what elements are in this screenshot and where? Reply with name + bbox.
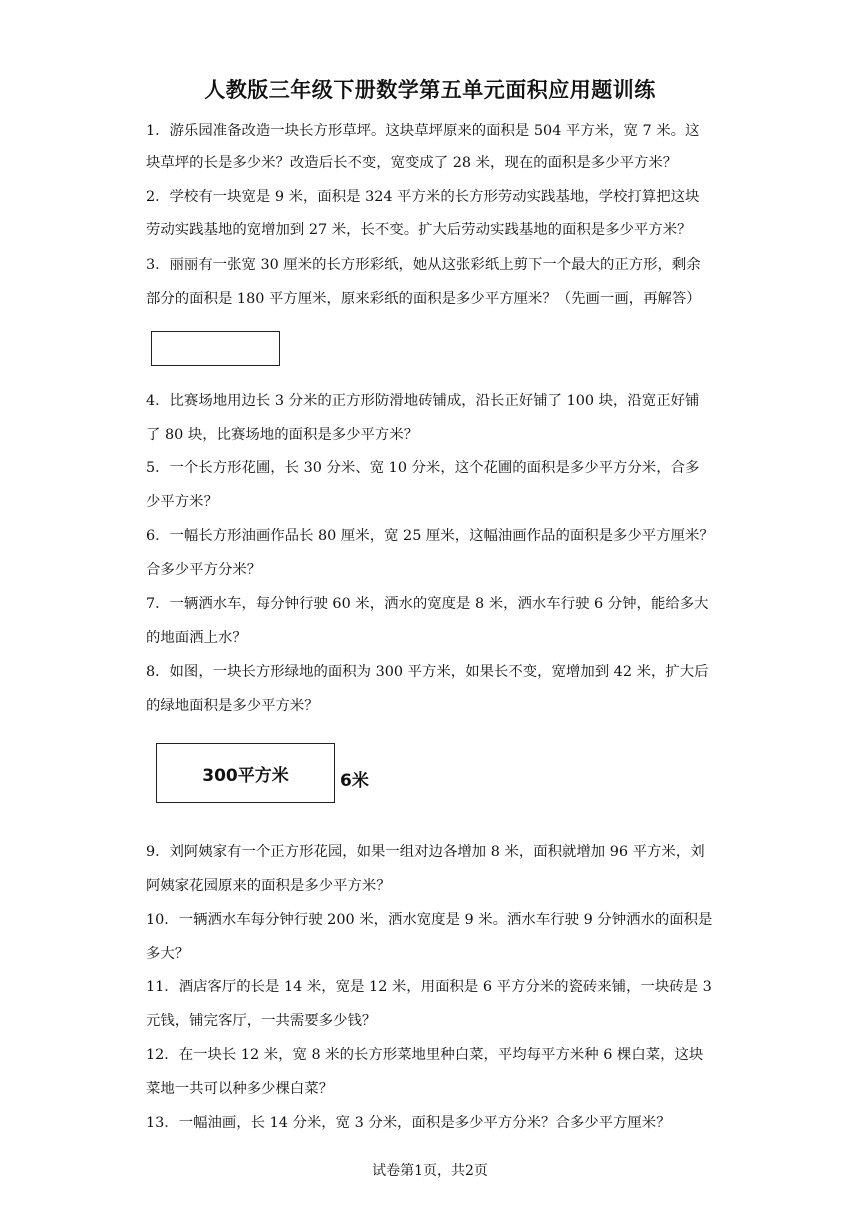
q6-line-2: 合多少平方分米？: [146, 562, 262, 578]
q7-line-2: 的地面洒上水？: [146, 630, 247, 646]
q12-line-2: 菜地一共可以种多少棵白菜？: [146, 1081, 334, 1097]
q11-line-2: 元钱，铺完客厅，一共需要多少钱？: [146, 1013, 377, 1029]
page-footer: 试卷第1页，共2页: [372, 1163, 488, 1179]
drawing-box: [151, 331, 280, 366]
q3-line-1: 3．丽丽有一张宽 30 厘米的长方形彩纸，她从这张彩纸上剪下一个最大的正方形，剩余: [146, 257, 701, 273]
page-title: 人教版三年级下册数学第五单元面积应用题训练: [204, 77, 656, 102]
q9-line-1: 9．刘阿姨家有一个正方形花园，如果一组对边各增加 8 米，面积就增加 96 平方米，刘: [146, 844, 705, 860]
q10-line-1: 10．一辆洒水车每分钟行驶 200 米，洒水宽度是 9 米。洒水车行驶 9 分钟洒水的面积是: [146, 912, 713, 928]
q5-line-2: 少平方米？: [146, 494, 218, 510]
q4-line-1: 4．比赛场地用边长 3 分米的正方形防滑地砖铺成，沿长正好铺了 100 块，沿宽正好铺: [146, 393, 700, 409]
q3-line-2: 部分的面积是 180 平方厘米，原来彩纸的面积是多少平方厘米？（先画一画，再解答）: [146, 291, 701, 307]
q6-line-1: 6．一幅长方形油画作品长 80 厘米，宽 25 厘米，这幅油画作品的面积是多少平方厘米？: [146, 528, 714, 544]
q8-line-1: 8．如图，一块长方形绿地的面积为 300 平方米，如果长不变，宽增加到 42 米，扩大后: [146, 664, 709, 680]
q11-line-1: 11．酒店客厅的长是 14 米，宽是 12 米，用面积是 6 平方分米的瓷砖来铺，一块砖是 3: [146, 979, 712, 995]
q7-line-1: 7．一辆洒水车，每分钟行驶 60 米，洒水的宽度是 8 米，洒水车行驶 6 分钟，能给多大: [146, 596, 709, 612]
figure-side-label: 6米: [340, 771, 369, 791]
q5-line-1: 5．一个长方形花圃，长 30 分米、宽 10 分米，这个花圃的面积是多少平方分米，合多: [146, 460, 700, 476]
q1-line-2: 块草坪的长是多少米？改造后长不变，宽变成了 28 米，现在的面积是多少平方米？: [146, 155, 678, 171]
q4-line-2: 了 80 块，比赛场地的面积是多少平方米？: [146, 427, 419, 443]
q10-line-2: 多大？: [146, 946, 190, 962]
figure-area-label: 300平方米: [202, 765, 289, 786]
green-field-figure: [156, 743, 335, 803]
q9-line-2: 阿姨家花园原来的面积是多少平方米？: [146, 878, 391, 894]
q13-line-1: 13．一幅油画，长 14 分米，宽 3 分米，面积是多少平方分米？合多少平方厘米？: [146, 1115, 671, 1131]
q8-line-2: 的绿地面积是多少平方米？: [146, 698, 319, 714]
q2-line-1: 2．学校有一块宽是 9 米，面积是 324 平方米的长方形劳动实践基地，学校打算把这块: [146, 189, 700, 205]
q1-line-1: 1．游乐园准备改造一块长方形草坪。这块草坪原来的面积是 504 平方米，宽 7 米。这: [146, 123, 700, 139]
q2-line-2: 劳动实践基地的宽增加到 27 米，长不变。扩大后劳动实践基地的面积是多少平方米？: [146, 222, 692, 238]
q12-line-1: 12．在一块长 12 米，宽 8 米的长方形菜地里种白菜，平均每平方米种 6 棵白菜，这块: [146, 1047, 704, 1063]
